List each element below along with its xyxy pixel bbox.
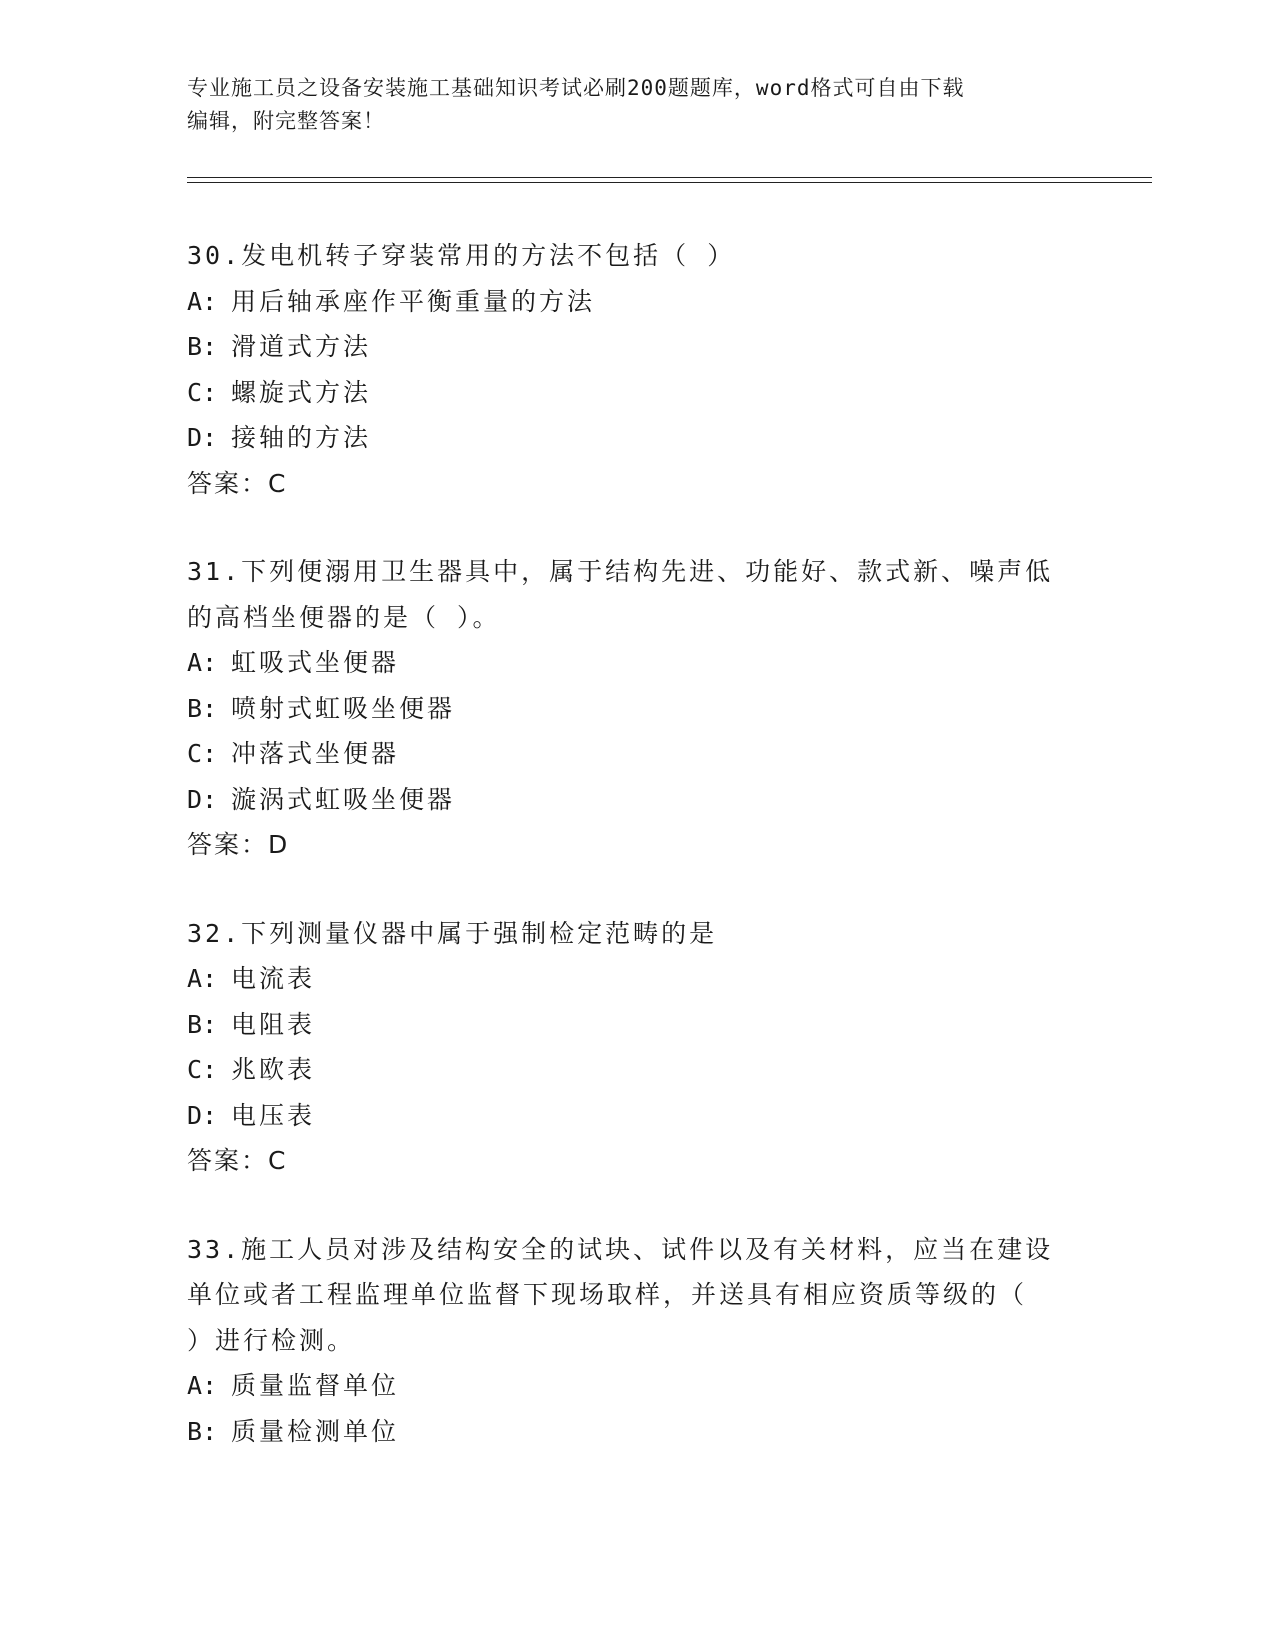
option-text: 电阻表: [231, 1009, 316, 1039]
option-letter: C:: [187, 739, 218, 768]
option-text: 虹吸式坐便器: [231, 648, 400, 677]
question-stem: [187, 911, 1087, 957]
option-letter: B:: [187, 693, 218, 723]
option-letter: C:: [187, 377, 218, 407]
question-stem-line: 33.施工人员对涉及结构安全的试块、试件以及有关材料，应当在建设: [187, 1234, 1054, 1264]
option-letter: A:: [187, 1371, 218, 1400]
option-text: 接轴的方法: [231, 423, 372, 452]
document-header: [187, 72, 1067, 138]
option-b: [187, 324, 1087, 370]
option-letter: C:: [187, 1055, 218, 1084]
option-text: 电流表: [231, 964, 316, 993]
header-line: 专业施工员之设备安装施工基础知识考试必刷200题题库，word格式可自由下载: [187, 76, 965, 100]
option-letter: A:: [187, 964, 218, 993]
header-divider-bottom: [187, 182, 1152, 183]
question-stem: [187, 1227, 1087, 1364]
question-stem-line: 31.下列便溺用卫生器具中，属于结构先进、功能好、款式新、噪声低: [187, 557, 1054, 586]
option-letter: B:: [187, 1009, 218, 1039]
question-stem-line: 单位或者工程监理单位监督下现场取样，并送具有相应资质等级的（: [187, 1280, 1028, 1309]
option-text: 兆欧表: [231, 1055, 316, 1084]
question-item: [187, 233, 1087, 506]
option-a: [187, 640, 1087, 686]
question-item: [187, 1227, 1087, 1455]
question-stem-line: 32.下列测量仪器中属于强制检定范畴的是: [187, 918, 718, 948]
question-stem: [187, 233, 1087, 279]
option-text: 电压表: [231, 1100, 316, 1130]
option-text: 质量检测单位: [231, 1416, 400, 1446]
option-c: [187, 731, 1087, 777]
option-b: [187, 1002, 1087, 1048]
option-b: [187, 686, 1087, 732]
header-line: 编辑，附完整答案！: [187, 109, 385, 133]
option-d: [187, 777, 1087, 823]
option-letter: A:: [187, 286, 218, 316]
option-text: 滑道式方法: [231, 332, 372, 361]
option-letter: D:: [187, 423, 218, 452]
option-text: 冲落式坐便器: [231, 739, 400, 768]
option-letter: A:: [187, 648, 218, 677]
question-item: [187, 911, 1087, 1184]
option-a: [187, 279, 1087, 325]
option-text: 螺旋式方法: [231, 377, 372, 407]
option-a: [187, 956, 1087, 1002]
option-d: [187, 1093, 1087, 1139]
option-text: 喷射式虹吸坐便器: [231, 693, 456, 723]
answer-line: 答案：C: [187, 468, 288, 498]
option-b: [187, 1409, 1087, 1455]
question-stem: [187, 549, 1087, 640]
option-a: [187, 1363, 1087, 1409]
option-letter: D:: [187, 1100, 218, 1130]
option-text: 质量监督单位: [231, 1371, 400, 1400]
option-c: [187, 370, 1087, 416]
option-d: [187, 415, 1087, 461]
answer-line: 答案：C: [187, 1146, 288, 1175]
question-list: [187, 233, 1087, 1497]
header-divider-top: [187, 177, 1152, 178]
option-c: [187, 1047, 1087, 1093]
question-item: [187, 549, 1087, 868]
question-stem-line: 30.发电机转子穿装常用的方法不包括（ ）: [187, 241, 736, 270]
question-stem-line: ）进行检测。: [187, 1325, 356, 1355]
option-text: 漩涡式虹吸坐便器: [231, 784, 456, 814]
question-stem-line: 的高档坐便器的是（ ）。: [187, 602, 501, 632]
answer-line: 答案：D: [187, 830, 290, 859]
option-letter: B:: [187, 332, 218, 361]
option-letter: D:: [187, 784, 218, 814]
option-text: 用后轴承座作平衡重量的方法: [231, 286, 596, 316]
option-letter: B:: [187, 1416, 218, 1446]
